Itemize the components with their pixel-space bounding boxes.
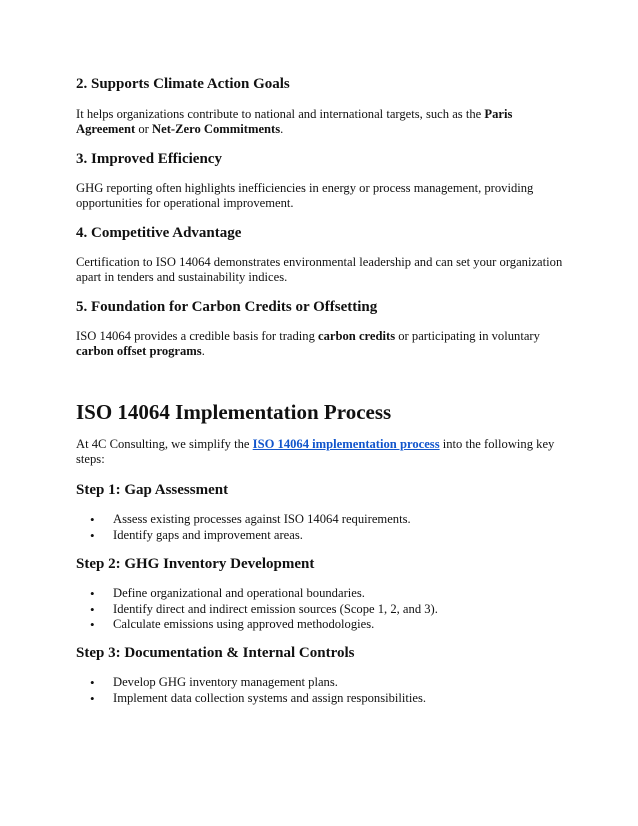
list-item: • Implement data collection systems and assign responsibilities.: [76, 691, 566, 707]
implementation-process-link[interactable]: ISO 14064 implementation process: [252, 437, 440, 451]
step-heading: Step 3: Documentation & Internal Controls: [76, 645, 355, 661]
list-item: • Calculate emissions using approved methodologies.: [76, 617, 566, 633]
benefit-text: [76, 181, 566, 211]
list-item: • Identify gaps and improvement areas.: [76, 528, 566, 544]
text-run: Certification to ISO 14064 demonstrates environmental leadership and can set your organization apart in tenders and sustainability indices.: [76, 255, 563, 284]
process-intro: [76, 437, 566, 467]
text-run: It helps organizations contribute to national and international targets, such as the: [76, 107, 485, 121]
step-list: [76, 675, 566, 706]
benefit-heading: 3. Improved Efficiency: [76, 151, 222, 167]
step-list: [76, 586, 566, 633]
benefit-heading: 2. Supports Climate Action Goals: [76, 76, 290, 92]
list-item: • Assess existing processes against ISO 14064 requirements.: [76, 512, 566, 528]
bold-run: Paris Agreement: [76, 107, 513, 136]
step-heading: Step 2: GHG Inventory Development: [76, 556, 315, 572]
list-item: • Define organizational and operational boundaries.: [76, 586, 566, 602]
benefit-text: [76, 255, 566, 285]
list-item: • Develop GHG inventory management plans.: [76, 675, 566, 691]
step-list: [76, 512, 566, 543]
benefit-heading: 5. Foundation for Carbon Credits or Offsetting: [76, 299, 378, 315]
bold-run: carbon offset programs: [76, 344, 202, 358]
text-run: or participating in voluntary: [395, 329, 540, 343]
benefit-heading: 4. Competitive Advantage: [76, 225, 242, 241]
bold-run: carbon credits: [318, 329, 396, 343]
text-run: into the following key steps:: [76, 437, 555, 466]
text-run: GHG reporting often highlights inefficiencies in energy or process management, providing opportunities for operational improvement.: [76, 181, 534, 210]
text-run: .: [280, 122, 284, 136]
step-heading: Step 1: Gap Assessment: [76, 482, 229, 498]
bold-run: Net-Zero Commitments: [152, 122, 281, 136]
text-run: .: [201, 344, 205, 358]
section-title: ISO 14064 Implementation Process: [76, 400, 392, 424]
text-run: ISO 14064 provides a credible basis for trading: [76, 329, 319, 343]
benefit-text: [76, 107, 566, 137]
list-item: • Identify direct and indirect emission sources (Scope 1, 2, and 3).: [76, 602, 566, 618]
text-run: or: [135, 122, 153, 136]
text-run: At 4C Consulting, we simplify the: [76, 437, 253, 451]
benefit-text: [76, 329, 566, 359]
